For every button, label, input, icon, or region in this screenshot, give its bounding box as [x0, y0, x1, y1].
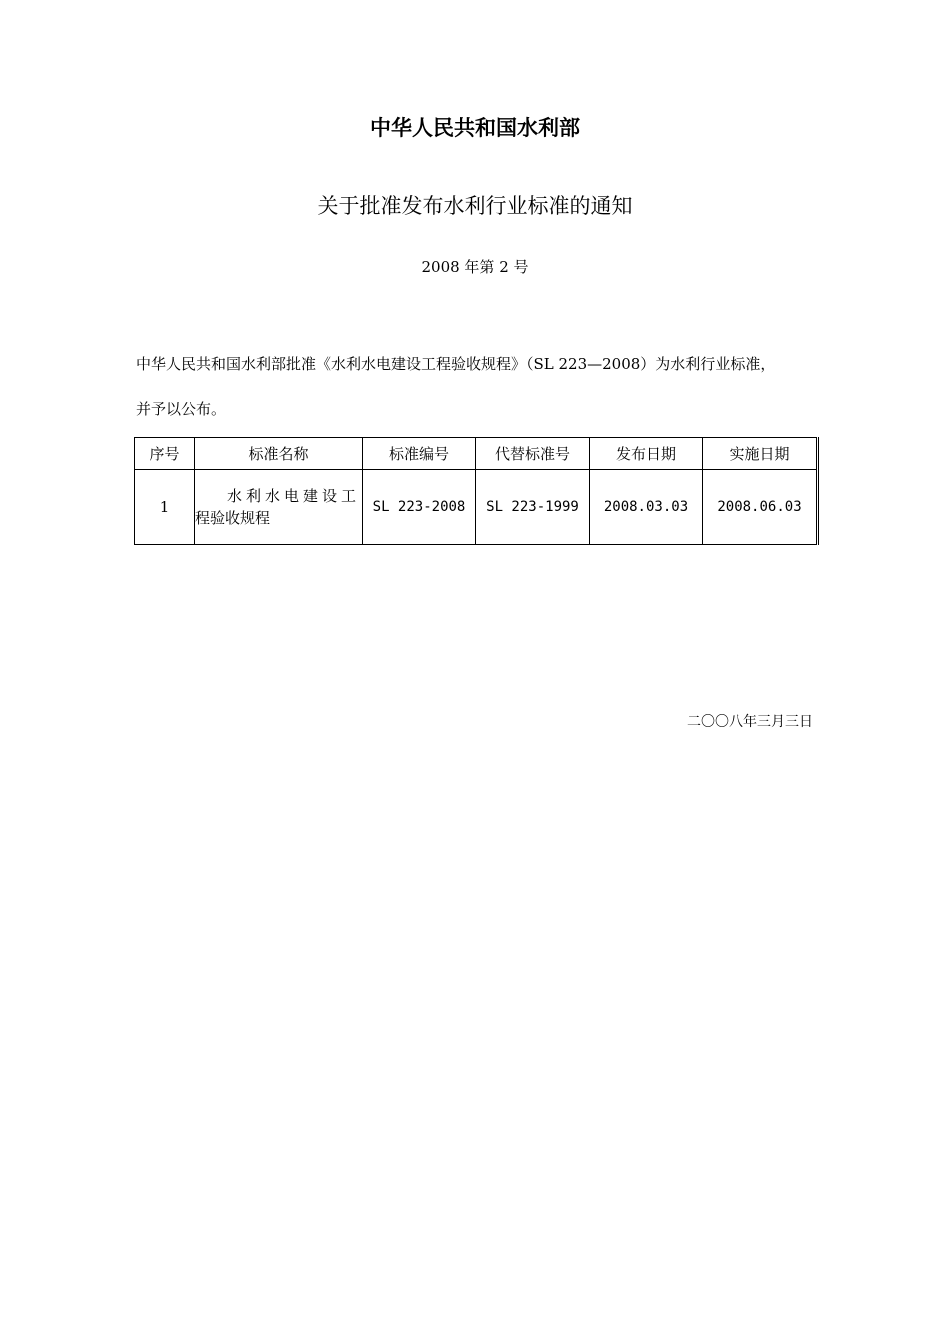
header-standard-name: 标准名称: [195, 438, 363, 470]
standard-name-line-1: 水利水电建设工: [226, 487, 360, 505]
header-release-date: 发布日期: [590, 438, 703, 470]
header-replaced-code: 代替标准号: [476, 438, 590, 470]
table-row: [135, 470, 818, 545]
document-number: 2008 年第 2 号: [421, 258, 529, 276]
cell-replaced-code: SL 223-1999: [476, 470, 590, 545]
table-header-row: [135, 438, 818, 470]
body-paragraph-line-1: 中华人民共和国水利部批准《水利水电建设工程验收规程》（SL 223—2008）为水利行业标准，: [136, 355, 776, 373]
cell-standard-name: [195, 470, 363, 545]
signature-date: 二〇〇八年三月三日: [687, 714, 813, 730]
organization-title: 中华人民共和国水利部: [370, 116, 580, 140]
cell-release-date: 2008.03.03: [590, 470, 703, 545]
cell-standard-code: SL 223-2008: [363, 470, 476, 545]
header-standard-code: 标准编号: [363, 438, 476, 470]
standards-table: [134, 437, 819, 545]
cell-seq: 1: [135, 470, 195, 545]
header-seq: 序号: [135, 438, 195, 470]
standard-name-line-2: 程验收规程: [195, 509, 271, 527]
notice-title: 关于批准发布水利行业标准的通知: [317, 194, 633, 218]
cell-effective-date: 2008.06.03: [703, 470, 818, 545]
body-paragraph-line-2: 并予以公布。: [136, 400, 227, 418]
header-effective-date: 实施日期: [703, 438, 818, 470]
